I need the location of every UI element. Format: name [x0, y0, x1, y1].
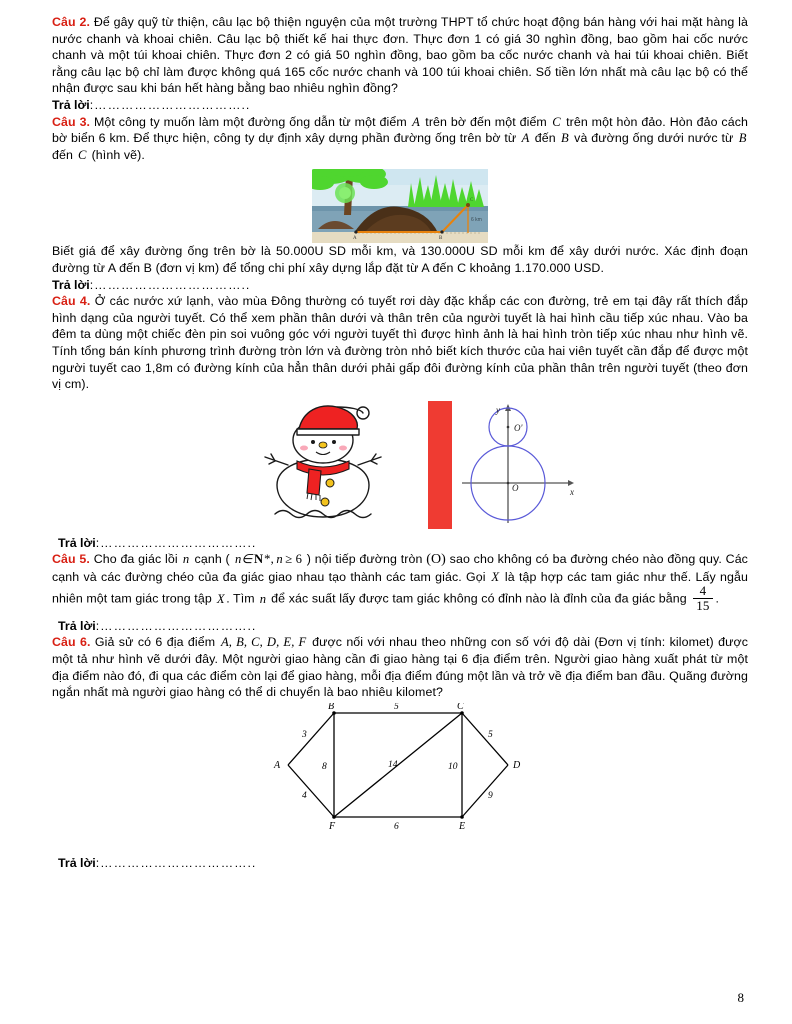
cau3-after-figure-text: Biết giá để xây đường ống trên bờ là 50.000U SD mỗi km, và 130.000U SD mỗi km để xây dưới nước. Xác định đoạn đường từ A đến B (đơn vị km) để tổng chi phí xây dựng lắp đặt từ A đến C khoảng 1.170.000 USD.	[52, 244, 748, 275]
cau6-text-2: được nối với nhau theo những con số với độ dài (Đơn vị tính: kilomet) được một tả như hình vẽ dưới đây. Một người giao hàng cần đi giao hàng tại 6 địa điểm trên. Người giao hàng xuất phát từ một địa điểm nào đó, đi qua các điểm còn lại để giao hàng, mỗi địa điểm đúng một lần và trở về địa điểm ban đầu. Quãng đường ngắn nhất mà người giao hàng có thể di chuyển là bao nhiêu kilomet?	[52, 635, 748, 700]
fraction-denominator: 15	[693, 598, 712, 613]
cau5-cond-star: *,	[264, 552, 274, 567]
cau5-text-2: cạnh (	[190, 552, 234, 567]
cau6-text-1: Giả sử có 6 địa điểm	[90, 635, 220, 650]
answer-dots: :……………………………..	[95, 535, 257, 550]
answer-dots: :……………………………..	[95, 618, 257, 633]
carrot-nose	[319, 442, 327, 448]
cau3-text-1: Một công ty muốn làm một đường ống dẫn từ một điểm	[90, 114, 411, 129]
question-cau6	[52, 634, 748, 700]
island-pipeline-illustration	[312, 169, 488, 243]
vertex-label-e: E	[459, 820, 466, 832]
cau3-answer-line	[52, 277, 748, 294]
question-cau3	[52, 114, 748, 164]
cau5-cond-ge: ≥ 6	[285, 552, 303, 567]
cau5-var-x: X	[491, 569, 500, 584]
edge-c-d	[462, 713, 508, 765]
x-axis-label: x	[569, 486, 574, 497]
edge-c-f	[334, 713, 462, 817]
vertex-dot-f	[332, 815, 336, 819]
point-c-dot	[466, 203, 470, 207]
weight-c-e: 10	[448, 761, 458, 772]
vertex-label-b: B	[328, 702, 335, 712]
answer-label: Trả lời	[52, 97, 90, 112]
vertex-label-c: C	[457, 702, 464, 712]
edge-d-e	[462, 765, 508, 817]
cau5-text-8: .	[715, 591, 720, 606]
cau3-var-b: B	[561, 131, 569, 146]
cau3-label: Câu 3.	[52, 114, 91, 129]
small-center-label: O'	[513, 422, 522, 433]
right-cheek	[339, 445, 347, 450]
button-upper	[326, 479, 334, 487]
weight-d-e: 9	[488, 790, 493, 801]
question-cau2	[52, 14, 748, 97]
cau3-text-5: và đường ống dưới nước từ	[570, 131, 738, 146]
cau2-text: Để gây quỹ từ thiện, câu lạc bộ thiện nguyện của một trường THPT tổ chức hoạt động bán hàng với hai mặt hàng là nước chanh và khoai chiên. Câu lạc bộ thiết kế hai thực đơn. Thực đơn 1 có giá 30 nghìn đồng, bao gồm hai cốc nước chanh và một túi khoai chiên. Thực đơn 2 có giá 50 nghìn đồng, bao gồm ba cốc nước chanh và hai túi khoai chiên. Biết rằng câu lạc bộ chỉ làm được không quá 165 cốc nước chanh và 100 túi khoai chiên. Số tiền lớn nhất mà câu lạc bộ có thể nhận được sau khi bán hết hàng bằng bao nhiêu nghìn đồng?	[52, 15, 748, 96]
weighted-graph-diagram	[266, 703, 534, 839]
cau3-text-2: trên bờ đến một điểm	[421, 114, 551, 129]
cau5-var-x2: X	[216, 591, 225, 606]
answer-label: Trả lời	[58, 855, 96, 870]
cau5-fraction	[693, 584, 712, 612]
weight-a-b: 3	[302, 729, 307, 740]
snowman-illustration	[213, 401, 428, 526]
cau3-var-c2: C	[78, 147, 87, 162]
scarf-tail	[307, 469, 321, 495]
cau5-circle-o: (O)	[426, 552, 446, 568]
santa-hat	[299, 406, 357, 429]
origin-dot	[506, 481, 509, 484]
left-cheek	[300, 445, 308, 450]
distance-label: 6 km	[471, 217, 482, 224]
point-b-dot	[440, 231, 443, 234]
right-eye	[332, 440, 336, 444]
cau5-var-n2: n	[276, 552, 283, 567]
question-cau4	[52, 293, 748, 393]
santa-hat-brim	[297, 429, 359, 435]
coconut	[339, 187, 351, 199]
cau5-bb-n: N	[253, 552, 264, 567]
point-a-dot	[354, 231, 357, 234]
cau3-var-a2: A	[521, 131, 530, 146]
cau2-answer-line	[52, 97, 748, 114]
weight-c-f: 14	[388, 759, 398, 770]
cau4-label: Câu 4.	[52, 294, 91, 309]
cau5-cond-n-in: n∈	[235, 552, 253, 567]
cau3-text-7: (hình vẽ).	[88, 147, 145, 162]
small-center-dot	[506, 425, 509, 428]
cau5-text-1: Cho đa giác lồi	[89, 552, 182, 567]
button-lower	[321, 498, 329, 506]
page-number: 8	[737, 990, 744, 1005]
cau5-text-4: sao cho không có ba đường chéo nào đồng quy. Các cạnh và các đường chéo của đa giác giao nhau tạo thành các tam giác. Gọi	[52, 552, 748, 584]
cau3-figure-container	[52, 169, 748, 243]
cau3-var-c: C	[552, 114, 561, 129]
vertex-label-d: D	[513, 759, 521, 771]
edge-a-b	[288, 713, 334, 765]
weight-c-d: 5	[488, 729, 493, 740]
cau6-label: Câu 6.	[52, 635, 91, 650]
cau4-figure-container	[52, 401, 748, 529]
answer-dots: :……………………………..	[89, 277, 251, 292]
point-b-label: B	[439, 236, 443, 242]
left-eye	[311, 440, 315, 444]
point-c-label: C	[470, 198, 474, 204]
origin-label: O	[511, 482, 518, 493]
cau3-text-6: đến	[52, 147, 77, 162]
tangent-circles-diagram	[428, 401, 588, 529]
answer-label: Trả lời	[58, 618, 96, 633]
cau6-vertices-list: A, B, C, D, E, F	[221, 635, 307, 650]
cau6-answer-line	[52, 855, 748, 872]
vertex-label-f: F	[329, 820, 336, 832]
graph-edges	[288, 713, 508, 817]
cau6-figure-container	[52, 703, 748, 839]
weight-f-e: 6	[394, 821, 399, 832]
y-axis-label: y	[495, 404, 500, 415]
point-a-label: A	[353, 236, 357, 242]
answer-label: Trả lời	[58, 535, 96, 550]
cau5-text-6: . Tìm	[226, 591, 259, 606]
weight-a-f: 4	[302, 790, 307, 801]
answer-label: Trả lời	[52, 277, 90, 292]
cau4-text: Ở các nước xứ lạnh, vào mùa Đông thường có tuyết rơi dày đặc khắp các con đường, trẻ em tại đây rất thích đắp hình dạng của người tuyết. Có thể xem phần thân dưới và thân trên của người tuyết là hai hình cầu tiếp xúc nhau. Vào ba đêm ta dùng một chiếc đèn pin soi vuông góc với người tuyết thì được hình ảnh là hai hình tròn tiếp xúc nhau như hình vẽ. Tính tổng bán kính phương trình đường tròn lớn và đường tròn nhỏ biết kích thước của hai viên tuyết cần đắp để được một người tuyết cao 1,8m có đường kính của hẳn thân dưới phải gấp đôi đường kính của phần thân trên người tuyết (theo đơn vị cm).	[52, 294, 749, 392]
edge-a-f	[288, 765, 334, 817]
fraction-numerator: 4	[699, 583, 707, 599]
cau5-text-5: là tập hợp các tam giác như thế. Lấy ngẫu nhiên một tam giác trong tập	[52, 569, 748, 606]
weight-b-c: 5	[394, 702, 399, 712]
cau3-text-4: đến	[530, 131, 560, 146]
answer-dots: :……………………………..	[95, 855, 257, 870]
cau5-var-n1: n	[182, 552, 190, 567]
x-axis-arrow	[568, 480, 574, 486]
vertex-label-a: A	[274, 759, 281, 771]
weight-b-f: 8	[322, 761, 327, 772]
question-cau5	[52, 551, 748, 613]
cau3-var-b2: B	[738, 131, 747, 146]
cau2-label: Câu 2.	[52, 15, 91, 29]
cau5-label: Câu 5.	[52, 552, 90, 567]
vertex-dot-e	[460, 815, 464, 819]
red-vertical-bar	[428, 401, 452, 529]
cau3-var-a: A	[412, 114, 420, 129]
cau5-answer-line	[52, 618, 748, 635]
answer-dots: :……………………………..	[89, 97, 251, 112]
cau4-answer-line	[52, 535, 748, 552]
cau5-var-n3: n	[259, 591, 267, 606]
cau3-text-3: trên một hòn đảo. Hòn đảo cách bờ biển 6 km. Để thực hiện, công ty dự định xây dựng phần đường ống trên bờ từ	[52, 114, 748, 146]
cau5-text-7: để xác suất lấy được tam giác không có đỉnh nào là đỉnh của đa giác bằng	[267, 591, 691, 606]
cau5-text-3: ) nội tiếp đường tròn	[303, 552, 427, 567]
